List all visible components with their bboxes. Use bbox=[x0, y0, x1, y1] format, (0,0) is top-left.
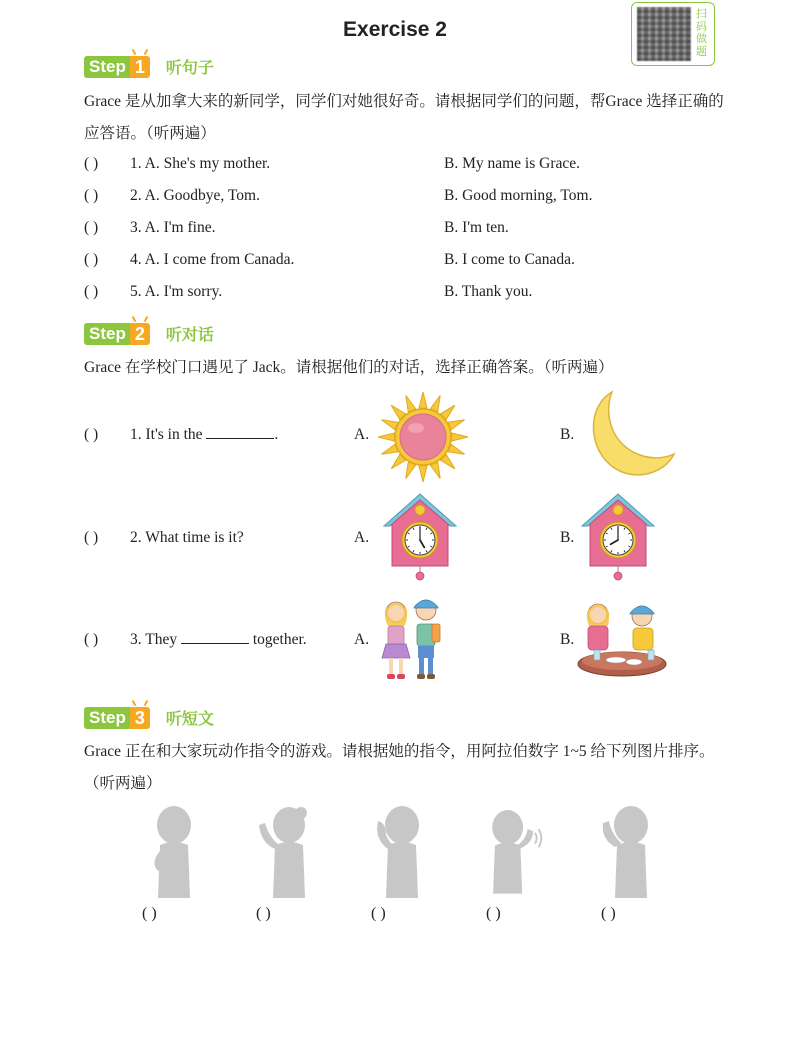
question-row bbox=[84, 276, 724, 308]
step2-number: 2 bbox=[130, 323, 150, 345]
qr-code[interactable] bbox=[631, 2, 715, 66]
option-b-label: B. bbox=[560, 631, 575, 648]
question-text: What time is it? bbox=[145, 529, 244, 546]
question-number: 3. bbox=[130, 631, 142, 648]
step3-number: 3 bbox=[130, 707, 150, 729]
step3-label: 听短文 bbox=[165, 709, 214, 728]
step1-question-list bbox=[84, 148, 724, 308]
question-text: They bbox=[145, 631, 178, 648]
question-number: 2. bbox=[130, 529, 142, 546]
question-row bbox=[84, 212, 724, 244]
question-number: 4. bbox=[130, 251, 142, 268]
option-a: A. I come from Canada. bbox=[144, 251, 295, 268]
silhouette-wave-hand bbox=[255, 803, 315, 898]
option-b-label: B. bbox=[560, 426, 575, 443]
order-answer-slot[interactable]: ( ) bbox=[142, 905, 157, 922]
sun-ray bbox=[381, 420, 398, 430]
qr-code-image bbox=[637, 7, 691, 61]
sun-image[interactable] bbox=[376, 390, 470, 484]
step2-badge: Step bbox=[84, 323, 130, 345]
option-a-label: A. bbox=[354, 529, 370, 546]
step3-header bbox=[84, 706, 214, 730]
option-a-label: A. bbox=[354, 426, 370, 443]
kids-eating-image[interactable] bbox=[576, 598, 668, 680]
step3-instruction: Grace 正在和大家玩动作指令的游戏。请根据她的指令，用阿拉伯数字 1~5 给下列图片排序。（听两遍） bbox=[84, 743, 715, 792]
question-row bbox=[84, 244, 724, 276]
question-number: 5. bbox=[130, 283, 142, 300]
sun-ray bbox=[419, 466, 427, 482]
fill-blank bbox=[206, 424, 274, 439]
question-row bbox=[84, 148, 724, 180]
fill-blank bbox=[181, 629, 249, 644]
question-row bbox=[84, 180, 724, 212]
question-number: 2. bbox=[130, 187, 142, 204]
step3-badge: Step bbox=[84, 707, 130, 729]
answer-blank[interactable]: ( ) bbox=[84, 155, 99, 172]
step1-instruction: Grace 是从加拿大来的新同学，同学们对她很好奇。请根据同学们的问题，帮Grace 选择正确的应答语。（听两遍） bbox=[84, 93, 724, 142]
answer-blank[interactable]: ( ) bbox=[84, 187, 99, 204]
cuckoo-clock-b[interactable] bbox=[578, 490, 658, 582]
question-row bbox=[84, 624, 364, 656]
order-answer-slot[interactable]: ( ) bbox=[371, 905, 386, 922]
order-answer-slot[interactable]: ( ) bbox=[601, 905, 616, 922]
option-b: B. Thank you. bbox=[444, 283, 533, 300]
silhouette-hand-ear bbox=[599, 803, 659, 898]
page-title: Exercise 2 bbox=[343, 18, 447, 41]
kids-walking-image[interactable] bbox=[376, 594, 448, 686]
option-a-label: A. bbox=[354, 631, 370, 648]
qr-label: 扫码做题 bbox=[696, 7, 707, 58]
step2-header bbox=[84, 322, 214, 346]
order-answer-slot[interactable]: ( ) bbox=[256, 905, 271, 922]
sun-ray bbox=[430, 462, 440, 479]
sun-ray bbox=[448, 420, 465, 430]
silhouette-touch-head bbox=[370, 803, 430, 898]
option-a: A. I'm fine. bbox=[144, 219, 216, 236]
question-text-end: together. bbox=[252, 631, 307, 648]
answer-blank[interactable]: ( ) bbox=[84, 426, 99, 443]
order-answer-slot[interactable]: ( ) bbox=[486, 905, 501, 922]
question-row bbox=[84, 522, 364, 554]
question-text: It's in the bbox=[145, 426, 203, 443]
answer-blank[interactable]: ( ) bbox=[84, 251, 99, 268]
cuckoo-clock-a[interactable] bbox=[380, 490, 460, 582]
sun-ray bbox=[419, 392, 427, 408]
option-a: A. I'm sorry. bbox=[144, 283, 223, 300]
option-b: B. I'm ten. bbox=[444, 219, 509, 236]
sun-ray bbox=[381, 444, 398, 454]
silhouette-touch-mouth bbox=[144, 803, 204, 898]
sun-ray bbox=[448, 444, 465, 454]
question-number: 3. bbox=[130, 219, 142, 236]
question-number: 1. bbox=[130, 426, 142, 443]
step1-badge: Step bbox=[84, 56, 130, 78]
answer-blank[interactable]: ( ) bbox=[84, 219, 99, 236]
sun-ray bbox=[406, 395, 416, 412]
question-text-end: . bbox=[274, 426, 279, 443]
silhouette-wave-right bbox=[484, 803, 544, 898]
answer-blank[interactable]: ( ) bbox=[84, 283, 99, 300]
option-a: A. She's my mother. bbox=[144, 155, 271, 172]
sun-ray bbox=[430, 395, 440, 412]
question-row bbox=[84, 419, 384, 451]
option-b: B. Good morning, Tom. bbox=[444, 187, 593, 204]
option-b-label: B. bbox=[560, 529, 575, 546]
option-b: B. I come to Canada. bbox=[444, 251, 575, 268]
option-b: B. My name is Grace. bbox=[444, 155, 581, 172]
step2-instruction: Grace 在学校门口遇见了 Jack。请根据他们的对话，选择正确答案。（听两遍） bbox=[84, 359, 614, 376]
question-number: 1. bbox=[130, 155, 142, 172]
step2-label: 听对话 bbox=[165, 325, 214, 344]
moon-image[interactable] bbox=[582, 388, 677, 480]
step1-header bbox=[84, 55, 214, 79]
option-a: A. Goodbye, Tom. bbox=[144, 187, 260, 204]
answer-blank[interactable]: ( ) bbox=[84, 631, 99, 648]
sun-ray bbox=[452, 433, 468, 441]
sun-ray bbox=[406, 462, 416, 479]
step1-label: 听句子 bbox=[165, 58, 214, 77]
sun-ray bbox=[378, 433, 394, 441]
answer-blank[interactable]: ( ) bbox=[84, 529, 99, 546]
step1-number: 1 bbox=[130, 56, 150, 78]
